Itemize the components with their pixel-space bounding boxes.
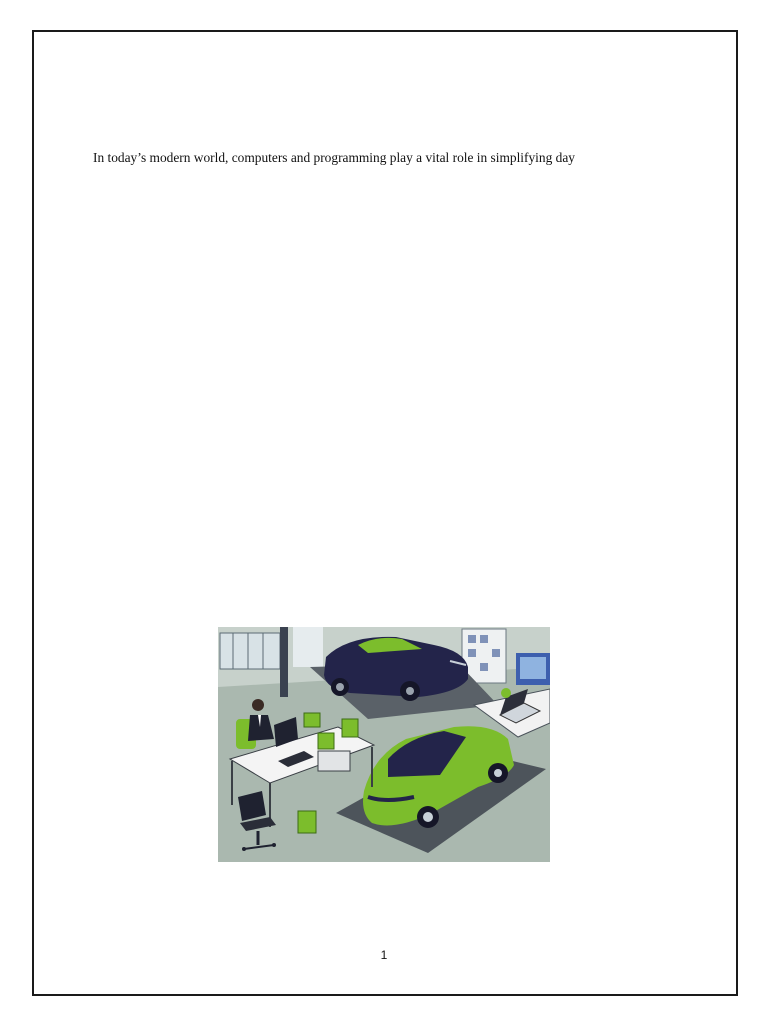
page-number: 1: [380, 948, 388, 962]
intro-paragraph: In today’s modern world, computers and programming play a vital role in simplifying day: [93, 150, 575, 165]
dealership-illustration: [218, 627, 550, 862]
